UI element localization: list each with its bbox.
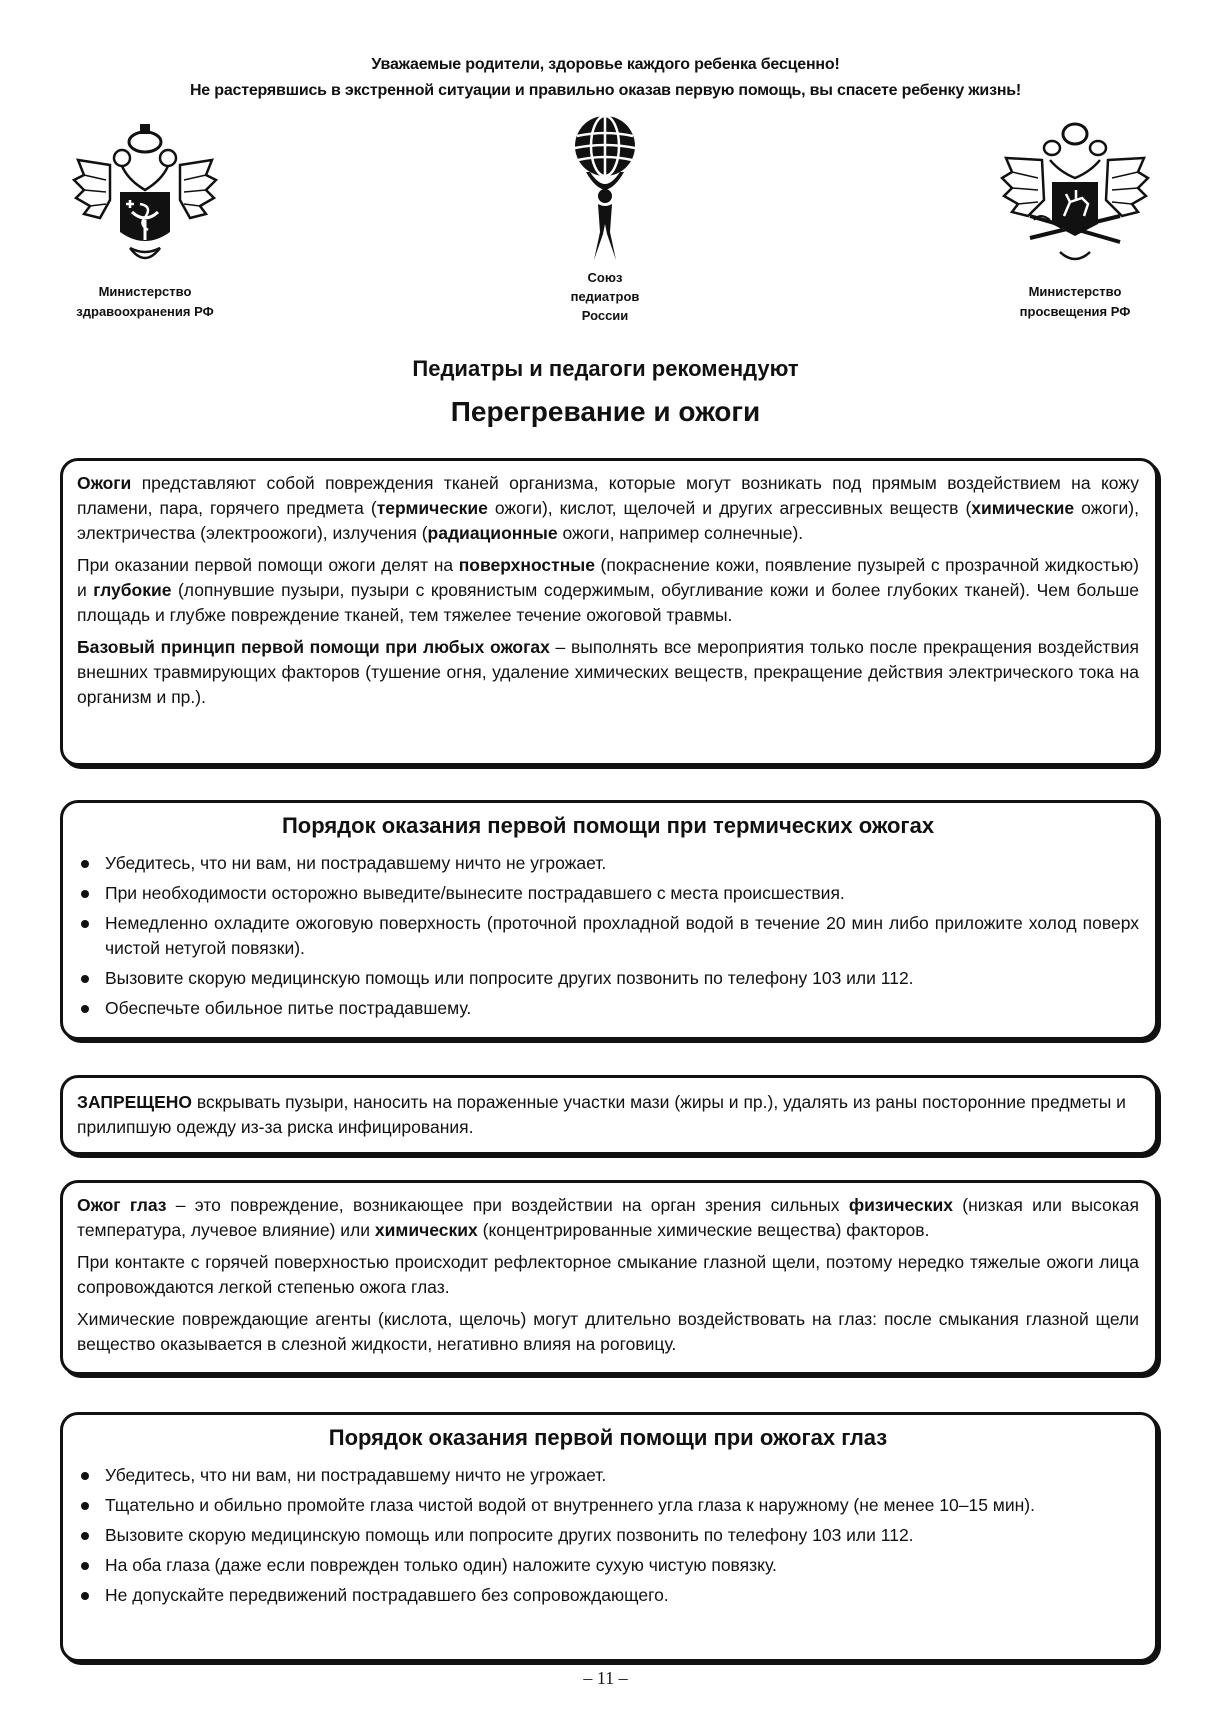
page-title: Перегревание и ожоги <box>450 396 761 427</box>
text: представляют собой повреждения тканей организма, которые могут возникать под прямым воздействием на кожу пламени, пара, горячего предмета ( <box>77 473 1139 518</box>
term-chemical: химические <box>971 498 1075 518</box>
list-item <box>77 1583 1139 1608</box>
intro-appeal <box>0 52 1211 104</box>
text: ожоги, например солнечные). <box>557 523 804 543</box>
emblem-left-line-1: Министерство <box>98 284 192 299</box>
list-item <box>77 1523 1139 1548</box>
bullet-icon <box>81 975 89 983</box>
emblem-right-line-1: Министерство <box>1028 284 1122 299</box>
forbidden-actions-box <box>60 1075 1158 1155</box>
text: (лопнувшие пузыри, пузыри с кровянистым содержимым, обугливание кожи и более глубоких тканей). Чем больше площадь и глубже повреждение тканей, тем тяжелее течение ожоговой травмы. <box>77 580 1139 625</box>
list-item-text: При необходимости осторожно выведите/вынесите пострадавшего с места происшествия. <box>105 883 845 903</box>
bullet-icon <box>81 890 89 898</box>
list-item <box>77 1553 1139 1578</box>
term-burns: Ожоги <box>77 473 132 493</box>
bullet-icon <box>81 1592 89 1600</box>
burns-classification-paragraph <box>77 553 1139 628</box>
eye-reflex-paragraph: При контакте с горячей поверхностью происходит рефлекторное смыкание глазной щели, поэтому нередко тяжелые ожоги лица сопровождаются легкой степенью ожога глаз. <box>77 1252 1139 1297</box>
term-deep: глубокие <box>93 580 172 600</box>
page-number: – 11 – <box>583 1668 628 1688</box>
text: ожоги), электричества (электроожоги), излучения ( <box>77 498 1139 543</box>
list-item-text: Вызовите скорую медицинскую помощь или попросите других позвонить по телефону 103 или 112. <box>105 968 914 988</box>
burns-definition-paragraph <box>77 471 1139 546</box>
basic-principle-paragraph <box>77 635 1139 710</box>
text: – это повреждение, возникающее при воздействии на орган зрения сильных <box>166 1195 849 1215</box>
list-item <box>77 881 1139 906</box>
list-item-text: На оба глаза (даже если поврежден только один) наложите сухую чистую повязку. <box>105 1555 777 1575</box>
list-item-text: Немедленно охладите ожоговую поверхность (проточной прохладной водой в течение 20 мин либо приложите холод поверх чистой нетугой повязки). <box>105 913 1139 958</box>
list-item-text: Тщательно и обильно промойте глаза чистой водой от внутреннего угла глаза к наружному (не менее 10–15 мин). <box>105 1495 1035 1515</box>
term-forbidden: ЗАПРЕЩЕНО <box>77 1092 193 1112</box>
list-item-text: Вызовите скорую медицинскую помощь или попросите других позвонить по телефону 103 или 112. <box>105 1525 914 1545</box>
coat-of-arms-health-icon <box>70 120 220 270</box>
bullet-icon <box>81 920 89 928</box>
chemical-agents-paragraph: Химические повреждающие агенты (кислота, щелочь) могут длительно воздействовать на глаз: после смыкания глазной щели вещество оказывается в слезной жидкости, негативно влияя на роговицу. <box>77 1309 1139 1354</box>
list-item-text: Обеспечьте обильное питье пострадавшему. <box>105 998 472 1018</box>
term-chemical-factors: химических <box>374 1220 478 1240</box>
text: вскрывать пузыри, наносить на пораженные участки мази (жиры и пр.), удалять из раны посторонние предметы и прилипшую одежду из-за риска инфицирования. <box>77 1092 1126 1137</box>
list-item <box>77 911 1139 961</box>
coat-of-arms-education-icon <box>1000 120 1150 270</box>
list-item-text: Не допускайте передвижений пострадавшего без сопровождающего. <box>105 1585 669 1605</box>
term-superficial: поверхностные <box>458 555 595 575</box>
list-item-text: Убедитесь, что ни вам, ни пострадавшему ничто не угрожает. <box>105 1465 607 1485</box>
text: При оказании первой помощи ожоги делят на <box>77 555 459 575</box>
eye-burns-first-aid-box <box>60 1412 1158 1662</box>
list-item <box>77 1493 1139 1518</box>
thermal-aid-heading: Порядок оказания первой помощи при термических ожогах <box>281 813 935 838</box>
education-ministry-emblem <box>980 120 1170 322</box>
emblem-right-line-2: просвещения РФ <box>1019 304 1131 319</box>
intro-line-1: Уважаемые родители, здоровье каждого ребенка бесценно! <box>371 56 840 73</box>
emblem-left-line-2: здравоохранения РФ <box>76 304 214 319</box>
list-item <box>77 1463 1139 1488</box>
term-physical: физических <box>848 1195 953 1215</box>
text: – выполнять все мероприятия только после прекращения воздействия внешних травмирующих факторов (тушение огня, удаление химических веществ, прекращение действия электрического тока на организм и пр.). <box>77 637 1139 707</box>
bullet-icon <box>81 1472 89 1480</box>
bullet-icon <box>81 860 89 868</box>
health-ministry-emblem <box>40 120 250 322</box>
bullet-icon <box>81 1562 89 1570</box>
text: (концентрированные химические вещества) факторов. <box>477 1220 930 1240</box>
page-subtitle: Педиатры и педагоги рекомендуют <box>412 356 799 381</box>
text: (низкая или высокая температура, лучевое влияние) или <box>77 1195 1139 1240</box>
list-item-text: Убедитесь, что ни вам, ни пострадавшему ничто не угрожает. <box>105 853 607 873</box>
list-item <box>77 851 1139 876</box>
bullet-icon <box>81 1532 89 1540</box>
thermal-aid-list <box>77 851 1139 1021</box>
eye-aid-list <box>77 1463 1139 1608</box>
emblem-center-line-1: Союз <box>587 270 623 285</box>
bullet-icon <box>81 1005 89 1013</box>
pediatricians-union-emblem <box>530 112 680 325</box>
eye-burn-definition-paragraph <box>77 1193 1139 1243</box>
list-item <box>77 966 1139 991</box>
list-item <box>77 996 1139 1021</box>
eye-burns-definition-box <box>60 1180 1158 1375</box>
emblem-center-line-2: педиатров <box>570 289 640 304</box>
eye-aid-heading: Порядок оказания первой помощи при ожогах глаз <box>328 1425 888 1450</box>
term-basic-principle: Базовый принцип первой помощи при любых ожогах <box>77 637 550 657</box>
text: ожоги), кислот, щелочей и других агрессивных веществ ( <box>487 498 972 518</box>
intro-line-2: Не растерявшись в экстренной ситуации и правильно оказав первую помощь, вы спасете ребенку жизнь! <box>189 82 1022 99</box>
term-thermal: термические <box>376 498 488 518</box>
forbidden-paragraph <box>77 1090 1139 1140</box>
text: (покраснение кожи, появление пузырей с прозрачной жидкостью) и <box>77 555 1139 600</box>
bullet-icon <box>81 1502 89 1510</box>
emblem-center-line-3: России <box>581 308 629 323</box>
thermal-burns-first-aid-box <box>60 800 1158 1040</box>
globe-figure-logo-icon <box>560 112 650 262</box>
term-radiation: радиационные <box>427 523 558 543</box>
burns-definition-box <box>60 458 1158 766</box>
term-eye-burn: Ожог глаз <box>77 1195 167 1215</box>
